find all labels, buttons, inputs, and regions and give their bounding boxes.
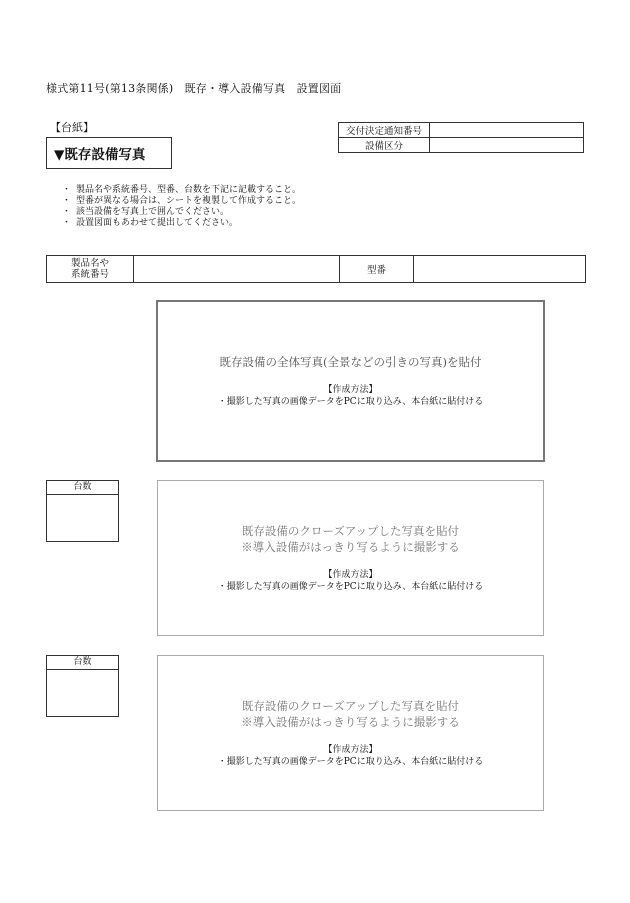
photo-instruction-title: 既存設備のクローズアップした写真を貼付 bbox=[241, 524, 460, 538]
method-text: ・撮影した写真の画像データをPCに取り込み、本台紙に貼付ける bbox=[217, 397, 484, 407]
product-name-label-line1: 製品名や bbox=[70, 258, 109, 269]
method-heading: 【作成方法】 bbox=[323, 745, 378, 755]
method-heading: 【作成方法】 bbox=[323, 385, 378, 395]
method-text: ・撮影した写真の画像データをPCに取り込み、本台紙に貼付ける bbox=[217, 582, 484, 592]
form-heading: 様式第11号(第13条関係) 既存・導入設備写真 設置図面 bbox=[46, 82, 342, 95]
unit-count-label: 台数 bbox=[47, 656, 118, 670]
product-name-label-line2: 系統番号 bbox=[70, 269, 109, 280]
photo-area-overall[interactable] bbox=[156, 300, 545, 462]
note-item: ・ 設置図面もあわせて提出してください。 bbox=[62, 218, 301, 229]
unit-count-label: 台数 bbox=[47, 481, 118, 495]
photo-instruction-title: 既存設備のクローズアップした写真を貼付 bbox=[241, 699, 460, 713]
equipment-class-field[interactable] bbox=[430, 138, 584, 153]
grant-number-field[interactable] bbox=[430, 123, 584, 138]
photo-area-closeup[interactable] bbox=[157, 655, 544, 811]
note-item: ・ 該当設備を写真上で囲んでください。 bbox=[62, 207, 301, 218]
product-table bbox=[46, 255, 586, 283]
photo-instruction-subtitle: ※導入設備がはっきり写るように撮影する bbox=[241, 715, 460, 729]
product-name-label bbox=[47, 256, 134, 283]
instruction-notes bbox=[62, 185, 301, 229]
grant-info-table bbox=[338, 122, 584, 153]
grant-number-label: 交付決定通知番号 bbox=[339, 123, 430, 138]
equipment-class-label: 設備区分 bbox=[339, 138, 430, 153]
unit-count-field[interactable] bbox=[47, 670, 118, 717]
product-name-field[interactable] bbox=[134, 256, 340, 283]
method-heading: 【作成方法】 bbox=[323, 570, 378, 580]
photo-instruction-title: 既存設備の全体写真(全景などの引きの写真)を貼付 bbox=[219, 355, 482, 369]
note-item: ・ 型番が異なる場合は、シートを複製して作成すること。 bbox=[62, 196, 301, 207]
unit-count-field[interactable] bbox=[47, 495, 118, 542]
unit-count-box bbox=[46, 480, 119, 542]
photo-area-closeup[interactable] bbox=[157, 480, 544, 636]
model-label: 型番 bbox=[340, 256, 414, 283]
daishi-label: 【台紙】 bbox=[50, 121, 94, 134]
unit-count-box bbox=[46, 655, 119, 717]
model-field[interactable] bbox=[414, 256, 586, 283]
method-text: ・撮影した写真の画像データをPCに取り込み、本台紙に貼付ける bbox=[217, 757, 484, 767]
note-item: ・ 製品名や系統番号、型番、台数を下記に記載すること。 bbox=[62, 185, 301, 196]
photo-instruction-subtitle: ※導入設備がはっきり写るように撮影する bbox=[241, 540, 460, 554]
section-title: ▼既存設備写真 bbox=[46, 137, 172, 169]
